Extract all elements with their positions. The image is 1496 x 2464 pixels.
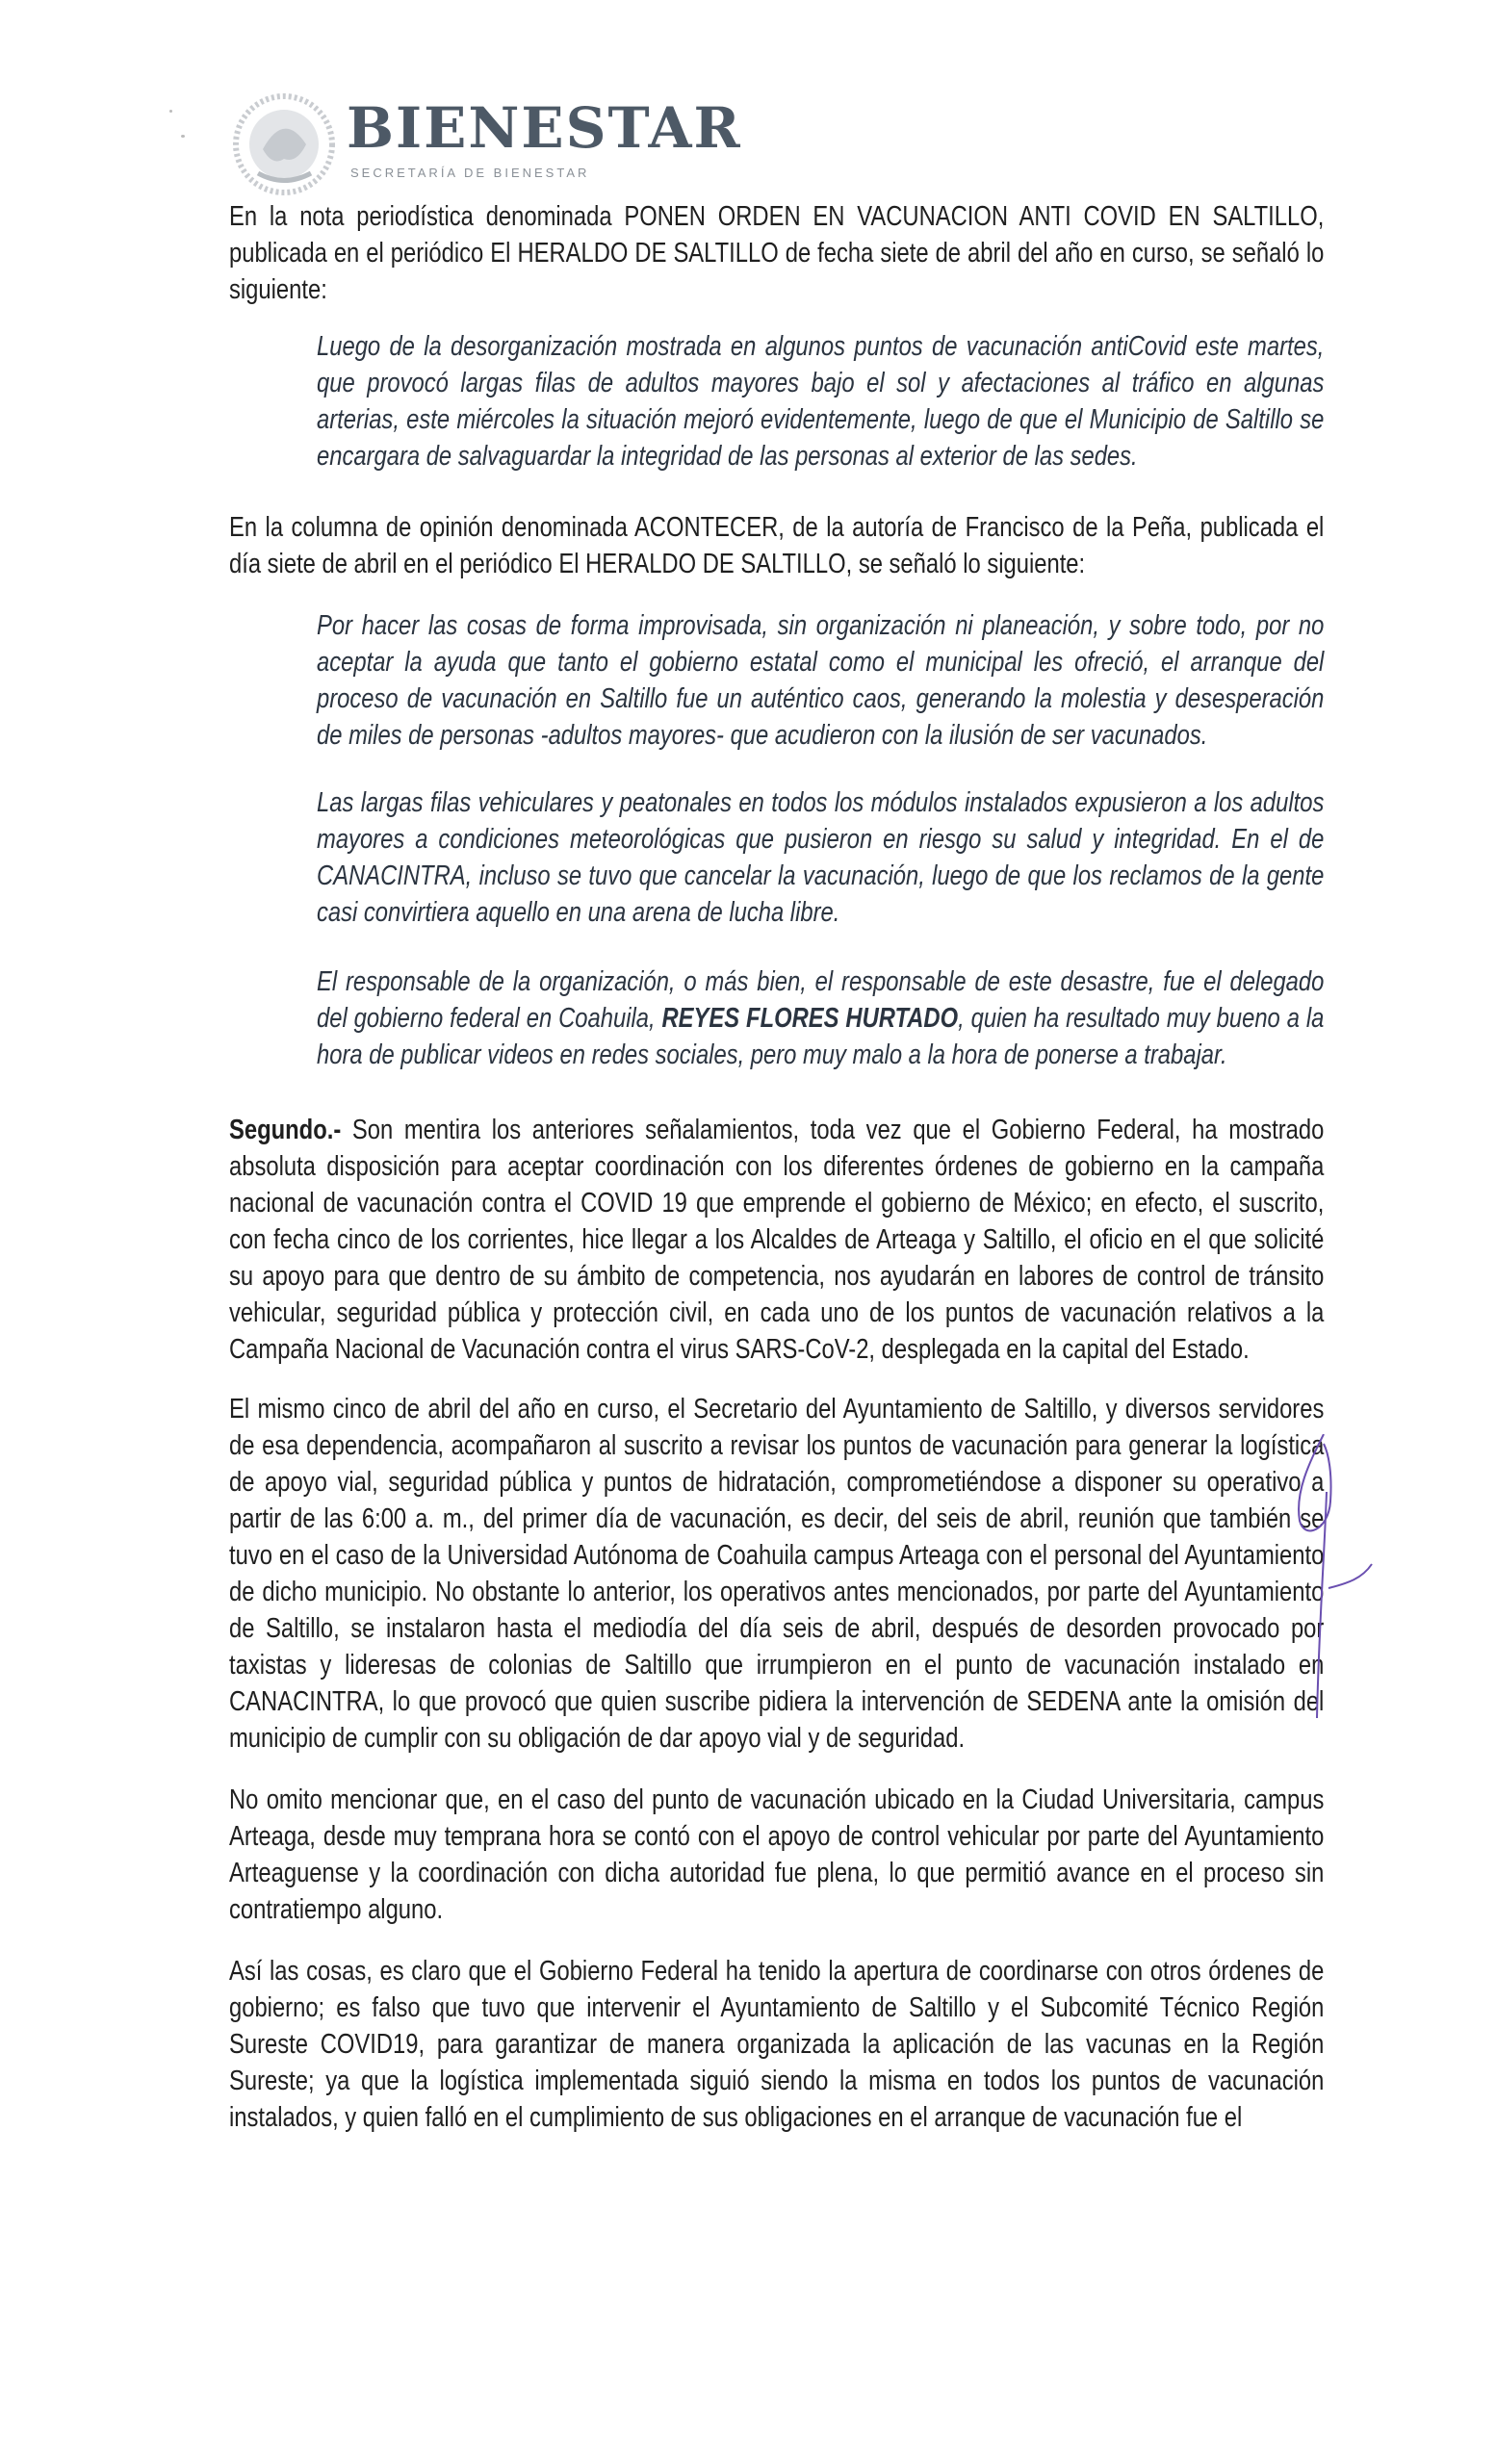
scan-speck xyxy=(181,135,185,138)
document-body xyxy=(229,198,1324,2136)
brand-title: BIENESTAR xyxy=(347,95,742,161)
paragraph-news-note: En la nota periodística denominada PONEN ORDEN EN VACUNACION ANTI COVID EN SALTILLO, publicada en el periódico El HERALDO DE SALTILLO de fecha siete de abril del año en curso, se señaló lo siguiente: xyxy=(229,201,1325,305)
quote-opinion-3 xyxy=(317,963,1324,1073)
quote-opinion-1: Por hacer las cosas de forma improvisada, sin organización ni planeación, y sobre todo, por no aceptar la ayuda que tanto el gobierno estatal como el municipal les ofreció, el arranque del proceso de vacunación en Saltillo fue un auténtico caos, generando la molestia y desesperación de miles de personas -adultos mayores- que acudieron con la ilusión de ser vacunados. xyxy=(317,610,1325,751)
paragraph-segundo xyxy=(229,1112,1324,1368)
scan-speck xyxy=(169,110,172,113)
highlighted-name: REYES FLORES HURTADO xyxy=(661,1003,959,1034)
quote-text: , quien ha resultado muy bueno a la hora de publicar videos en redes sociales, pero muy malo a la hora de ponerse a trabajar. xyxy=(317,1003,1325,1070)
paragraph-text: Son mentira los anteriores señalamientos, toda vez que el Gobierno Federal, ha mostrado absoluta disposición para aceptar coordinación con los diferentes órdenes de gobierno en la campaña nacional de vacunación contra el COVID 19 que emprende el gobierno de México; en efecto, el suscrito, con fecha cinco de los corrientes, hice llegar a los Alcaldes de Arteaga y Saltillo, el oficio en el que solicité su apoyo para que dentro de su ámbito de competencia, nos ayudarán en labores de control de tránsito vehicular, seguridad pública y protección civil, en cada uno de los puntos de vacunación relativos a la Campaña Nacional de Vacunación contra el virus SARS-CoV-2, desplegada en la capital del Estado. xyxy=(229,1115,1325,1365)
section-label: Segundo.- xyxy=(229,1115,342,1145)
mexican-coat-of-arms-seal-icon xyxy=(229,91,340,202)
quote-text: El responsable de la organización, o más bien, el responsable de este desastre, fue el delegado del gobierno federal en Coahuila, xyxy=(317,966,1325,1034)
quote-news-note: Luego de la desorganización mostrada en algunos puntos de vacunación antiCovid este martes, que provocó largas filas de adultos mayores bajo el sol y afectaciones al tráfico en algunas arterias, este miércoles la situación mejoró evidentemente, luego de que el Municipio de Saltillo se encargara de salvaguardar la integridad de las personas al exterior de las sedes. xyxy=(317,331,1325,472)
paragraph-april-fifth: El mismo cinco de abril del año en curso, el Secretario del Ayuntamiento de Saltillo, y diversos servidores de esa dependencia, acompañaron al suscrito a revisar los puntos de vacunación para generar la logística de apoyo vial, seguridad pública y puntos de hidratación, comprometiéndose a disponer su operativo a partir de las 6:00 a. m., del primer día de vacunación, es decir, del seis de abril, reunión que también se tuvo en el caso de la Universidad Autónoma de Coahuila campus Arteaga con el personal del Ayuntamiento de dicho municipio. No obstante lo anterior, los operativos antes mencionados, por parte del Ayuntamiento de Saltillo, se instalaron hasta el mediodía del día seis de abril, después de desorden provocado por taxistas y lideresas de colonias de Saltillo que irrumpieron en el punto de vacunación instalado en CANACINTRA, lo que provocó que quien suscribe pidiera la intervención de SEDENA ante la omisión del municipio de cumplir con su obligación de dar apoyo vial y de seguridad. xyxy=(229,1394,1325,1754)
paragraph-conclusion: Así las cosas, es claro que el Gobierno Federal ha tenido la apertura de coordinarse con otros órdenes de gobierno; es falso que tuvo que intervenir el Ayuntamiento de Saltillo y el Subcomité Técnico Región Sureste COVID19, para garantizar de manera organizada la aplicación de las vacunas en la Región Sureste; ya que la logística implementada siguió siendo la misma en todos los puntos de vacunación instalados, y quien falló en el cumplimiento de sus obligaciones en el arranque de vacunación fue el xyxy=(229,1956,1325,2133)
paragraph-arteaga: No omito mencionar que, en el caso del punto de vacunación ubicado en la Ciudad Universitaria, campus Arteaga, desde muy temprana hora se contó con el apoyo de control vehicular por parte del Ayuntamiento Arteaguense y la coordinación con dicha autoridad fue plena, lo que permitió avance en el proceso sin contratiempo alguno. xyxy=(229,1784,1325,1925)
brand-subtitle: SECRETARÍA DE BIENESTAR xyxy=(350,166,590,180)
quote-opinion-2: Las largas filas vehiculares y peatonales en todos los módulos instalados expusieron a los adultos mayores a condiciones meteorológicas que pusieron en riesgo su salud y integridad. En el de CANACINTRA, incluso se tuvo que cancelar la vacunación, luego de que los reclamos de la gente casi convirtiera aquello en una arena de lucha libre. xyxy=(317,787,1325,928)
paragraph-opinion-column: En la columna de opinión denominada ACONTECER, de la autoría de Francisco de la Peña, publicada el día siete de abril en el periódico El HERALDO DE SALTILLO, se señaló lo siguiente: xyxy=(229,512,1325,579)
